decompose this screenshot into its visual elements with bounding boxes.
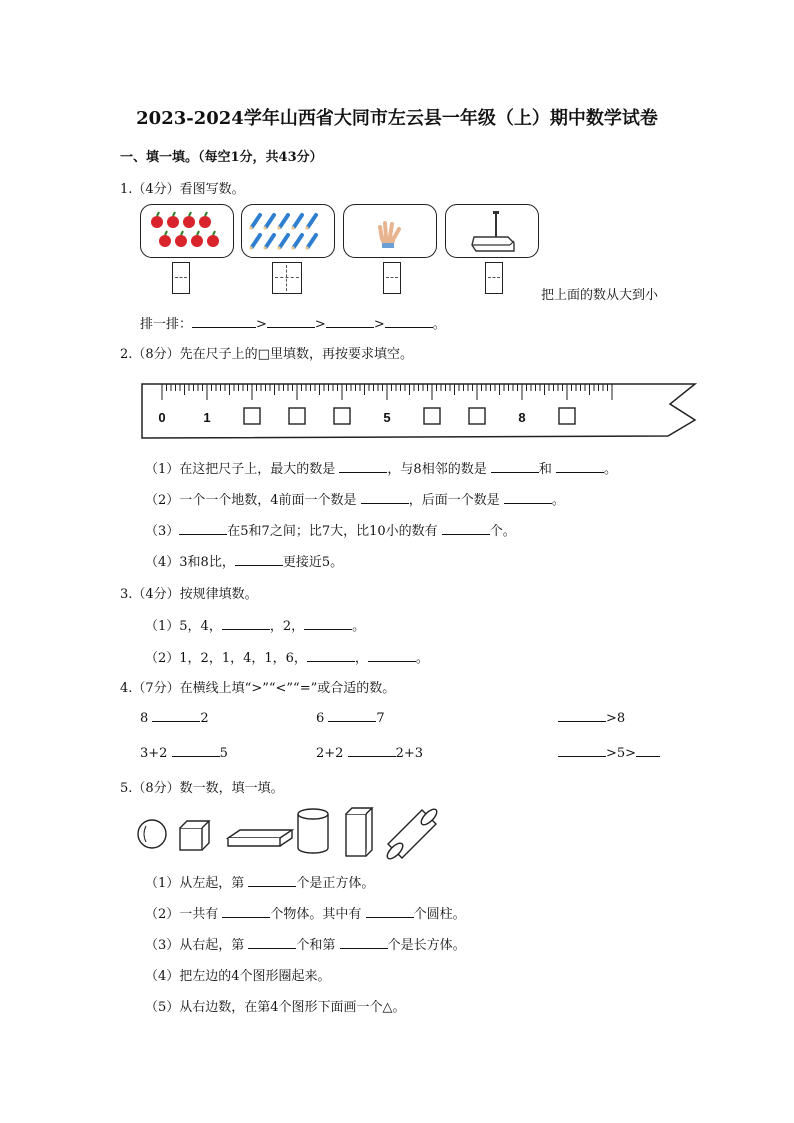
answer-box-3[interactable] <box>383 262 401 294</box>
compare-6 <box>558 745 660 761</box>
text: （2）一共有 <box>145 907 219 922</box>
ruler-label: 0 <box>158 410 166 425</box>
blank-pattern-4[interactable] <box>368 650 416 662</box>
question-3-line-2 <box>145 647 429 666</box>
blank-cuboid-1[interactable] <box>248 937 296 949</box>
blank-compare-4[interactable] <box>172 745 220 757</box>
text: 和 <box>538 462 552 477</box>
order-blank-3[interactable] <box>326 316 374 328</box>
sphere-icon <box>138 820 166 848</box>
compare-3 <box>558 710 625 726</box>
cuboid-flat-icon <box>228 830 292 846</box>
blank-total[interactable] <box>222 906 270 918</box>
ruler-answer-box[interactable] <box>334 408 350 424</box>
text: >5> <box>606 746 637 761</box>
text: 个和第 <box>296 938 336 953</box>
cube-icon <box>180 821 209 850</box>
question-1-side-note: 把上面的数从大到小 <box>541 288 659 303</box>
text: 2 <box>200 711 209 726</box>
solid-shapes <box>136 804 446 864</box>
answer-box-1[interactable] <box>172 262 190 294</box>
hand-icon <box>344 205 436 257</box>
counting-stick-icon <box>446 205 538 257</box>
text: 个是正方体。 <box>296 876 375 891</box>
order-blank-4[interactable] <box>385 316 433 328</box>
question-5-item-4: （4）把左边的4个图形圈起来。 <box>145 969 331 984</box>
text: 个圆柱。 <box>413 907 466 922</box>
answer-box-2[interactable] <box>272 262 302 294</box>
text: 。 <box>352 619 366 634</box>
ruler-label: 5 <box>383 410 391 425</box>
text: （2）1，2，1，4，1，6， <box>145 651 307 666</box>
blank-neighbor-1[interactable] <box>491 461 539 473</box>
text: 7 <box>376 711 385 726</box>
text: 。 <box>415 651 429 666</box>
question-5-item-2 <box>145 903 466 922</box>
text: 3+2 <box>140 746 168 761</box>
text: >8 <box>606 711 626 726</box>
question-5-item-5: （5）从右边数，在第4个图形下面画一个△。 <box>145 1000 406 1015</box>
blank-count[interactable] <box>442 523 490 535</box>
ruler-answer-box[interactable] <box>559 408 575 424</box>
picture-card-hand <box>343 204 437 258</box>
blank-between[interactable] <box>179 523 227 535</box>
blank-compare-1[interactable] <box>152 710 200 722</box>
blank-cube-position[interactable] <box>248 875 296 887</box>
compare-2 <box>316 710 385 726</box>
text: （2）一个一个地数，4前面一个数是 <box>145 493 357 508</box>
picture-card-pencils <box>241 204 335 258</box>
gt-sign: > <box>373 317 385 332</box>
text: 个是长方体。 <box>387 938 466 953</box>
text: 6 <box>316 711 325 726</box>
apples-icon <box>141 205 233 257</box>
ruler <box>140 380 700 444</box>
text: 8 <box>140 711 149 726</box>
blank-closer[interactable] <box>235 554 283 566</box>
pencils-icon <box>242 205 334 257</box>
question-1-order-line <box>140 313 446 332</box>
blank-max[interactable] <box>339 461 387 473</box>
ruler-label: 8 <box>518 410 526 425</box>
text: 在5和7之间；比7大，比10小的数有 <box>227 524 438 539</box>
picture-card-stick <box>445 204 539 258</box>
gt-sign: > <box>256 317 267 332</box>
text: （4）3和8比， <box>145 555 235 570</box>
question-2-item-3 <box>145 520 516 539</box>
text: 2+3 <box>395 746 424 761</box>
order-prefix: 排一排： <box>140 317 193 332</box>
text: ，后面一个数是 <box>408 493 500 508</box>
cylinder-lying-icon <box>385 807 440 862</box>
text: （3）从右起，第 <box>145 938 245 953</box>
text: ，与8相邻的数是 <box>387 462 487 477</box>
text: （1）从左起，第 <box>145 876 245 891</box>
question-2-stem: 2.（8分）先在尺子上的□里填数，再按要求填空。 <box>120 347 413 362</box>
ruler-answer-box[interactable] <box>424 408 440 424</box>
blank-compare-5[interactable] <box>348 745 396 757</box>
question-2-item-4 <box>145 551 343 570</box>
question-5-item-3 <box>145 934 466 953</box>
blank-cuboid-2[interactable] <box>340 937 388 949</box>
blank-neighbor-2[interactable] <box>556 461 604 473</box>
ruler-label: 1 <box>203 410 211 425</box>
cuboid-tall-icon <box>346 808 372 856</box>
section-heading-1: 一、填一填。（每空1分，共43分） <box>120 150 323 165</box>
text: 个。 <box>489 524 516 539</box>
question-3-line-1 <box>145 615 365 634</box>
blank-cylinder-count[interactable] <box>366 906 414 918</box>
blank-compare-6[interactable] <box>558 745 606 757</box>
compare-1 <box>140 710 209 726</box>
blank-compare-2[interactable] <box>328 710 376 722</box>
text: 个物体。其中有 <box>270 907 362 922</box>
question-3-stem: 3.（4分）按规律填数。 <box>120 587 258 602</box>
question-5-item-1 <box>145 872 374 891</box>
ruler-answer-box[interactable] <box>244 408 260 424</box>
question-2-item-1 <box>145 458 617 477</box>
text: 更接近5。 <box>282 555 344 570</box>
blank-before-4[interactable] <box>361 492 409 504</box>
ruler-answer-box[interactable] <box>469 408 485 424</box>
text: ， <box>354 651 368 666</box>
question-1-stem: 1.（4分）看图写数。 <box>120 182 245 197</box>
cylinder-icon <box>298 809 328 853</box>
question-2-item-2 <box>145 489 565 508</box>
picture-card-apples <box>140 204 234 258</box>
text: 2+2 <box>316 746 344 761</box>
order-blank-2[interactable] <box>267 316 315 328</box>
ruler-answer-box[interactable] <box>289 408 305 424</box>
blank-compare-7[interactable] <box>636 745 660 757</box>
blank-pattern-2[interactable] <box>304 618 352 630</box>
blank-compare-3[interactable] <box>558 710 606 722</box>
blank-pattern-1[interactable] <box>222 618 270 630</box>
period: 。 <box>432 317 446 332</box>
order-blank-1[interactable] <box>192 316 256 328</box>
compare-4 <box>140 745 228 761</box>
answer-box-4[interactable] <box>485 262 503 294</box>
text: （1）在这把尺子上，最大的数是 <box>145 462 336 477</box>
text: （1）5，4， <box>145 619 222 634</box>
blank-after-4[interactable] <box>504 492 552 504</box>
gt-sign: > <box>314 317 326 332</box>
text: ，2， <box>269 619 305 634</box>
text: 5 <box>219 746 228 761</box>
question-5-stem: 5.（8分）数一数，填一填。 <box>120 781 284 796</box>
text: 。 <box>604 462 618 477</box>
compare-5 <box>316 745 423 761</box>
question-4-stem: 4.（7分）在横线上填“>”“<”“=”或合适的数。 <box>120 681 396 696</box>
page-title: 2023-2024学年山西省大同市左云县一年级（上）期中数学试卷 <box>136 108 658 129</box>
text: （3） <box>145 524 180 539</box>
blank-pattern-3[interactable] <box>307 650 355 662</box>
text: 。 <box>551 493 565 508</box>
